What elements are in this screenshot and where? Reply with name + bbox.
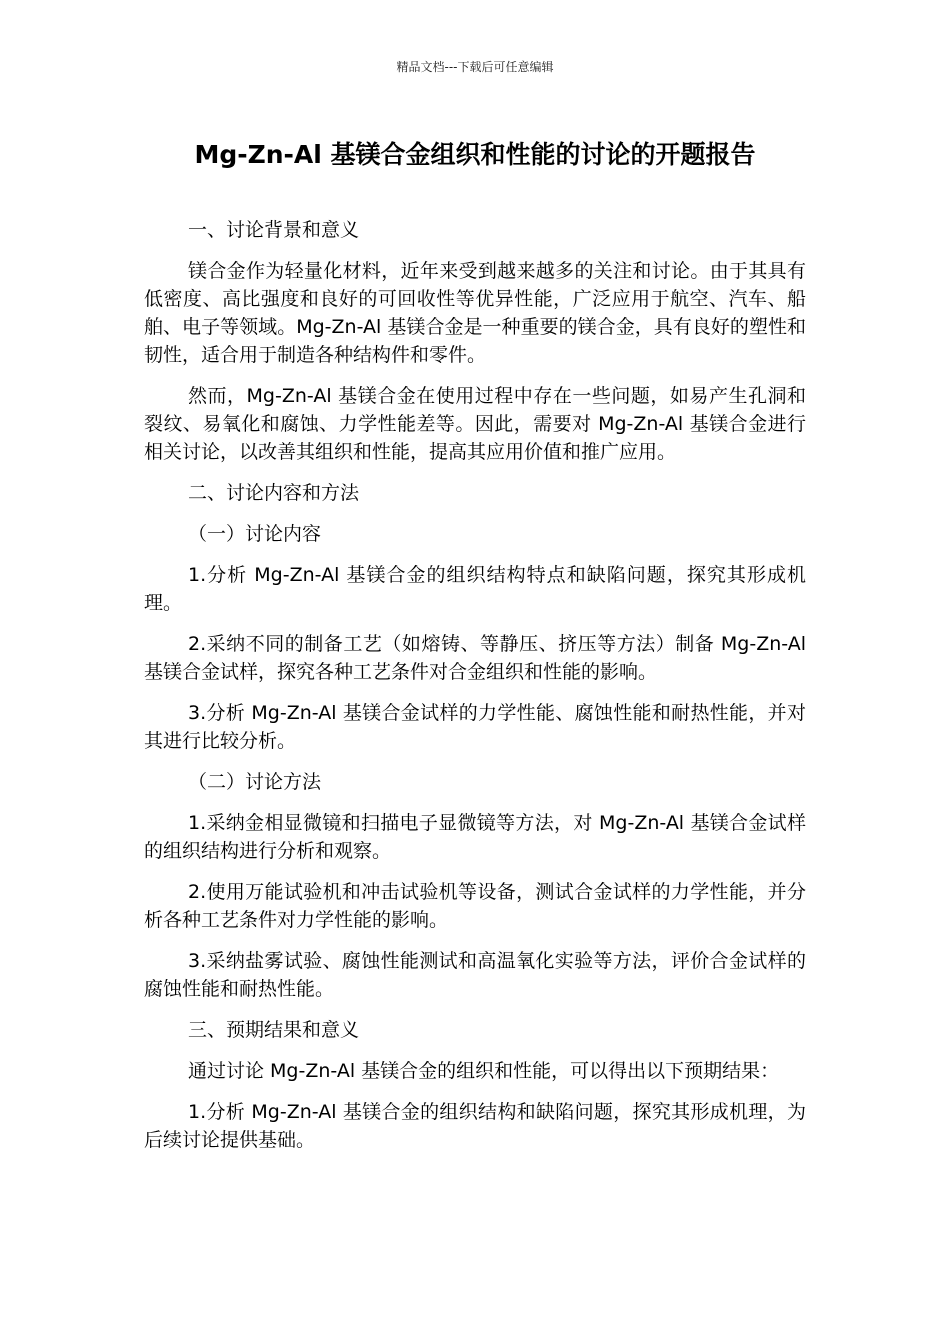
paragraph-background-1: 镁合金作为轻量化材料，近年来受到越来越多的关注和讨论。由于其具有低密度、高比强度和良好的可回收性等优异性能，广泛应用于航空、汽车、船舶、电子等领域。Mg-Zn-Al 基镁合金是一种重要的镁合金，具有良好的塑性和韧性，适合用于制造各种结构件和零件。: [144, 260, 806, 366]
document-title: Mg-Zn-Al 基镁合金组织和性能的讨论的开题报告: [194, 140, 756, 169]
subsection-heading-method: （二）讨论方法: [188, 771, 322, 793]
section-heading-background: 一、讨论背景和意义: [188, 219, 360, 241]
content-item-2: 2.采纳不同的制备工艺（如熔铸、等静压、挤压等方法）制备 Mg-Zn-Al 基镁合金试样，探究各种工艺条件对合金组织和性能的影响。: [144, 633, 806, 683]
section-heading-expected-results: 三、预期结果和意义: [188, 1019, 360, 1041]
document-body: [144, 216, 806, 1167]
paragraph-expected-intro: 通过讨论 Mg-Zn-Al 基镁合金的组织和性能，可以得出以下预期结果：: [188, 1060, 780, 1082]
expected-item-1: 1.分析 Mg-Zn-Al 基镁合金的组织结构和缺陷问题，探究其形成机理，为后续讨论提供基础。: [144, 1101, 806, 1151]
method-item-3: 3.采纳盐雾试验、腐蚀性能测试和高温氧化实验等方法，评价合金试样的腐蚀性能和耐热性能。: [144, 950, 806, 1000]
content-item-3: 3.分析 Mg-Zn-Al 基镁合金试样的力学性能、腐蚀性能和耐热性能，并对其进行比较分析。: [144, 702, 806, 752]
header-note: 精品文档---下载后可任意编辑: [396, 60, 554, 74]
section-heading-content-method: 二、讨论内容和方法: [188, 482, 360, 504]
content-item-1: 1.分析 Mg-Zn-Al 基镁合金的组织结构特点和缺陷问题，探究其形成机理。: [144, 564, 806, 614]
method-item-2: 2.使用万能试验机和冲击试验机等设备，测试合金试样的力学性能，并分析各种工艺条件对力学性能的影响。: [144, 881, 806, 931]
subsection-heading-content: （一）讨论内容: [188, 523, 322, 545]
method-item-1: 1.采纳金相显微镜和扫描电子显微镜等方法，对 Mg-Zn-Al 基镁合金试样的组织结构进行分析和观察。: [144, 812, 806, 862]
paragraph-background-2: 然而，Mg-Zn-Al 基镁合金在使用过程中存在一些问题，如易产生孔洞和裂纹、易氧化和腐蚀、力学性能差等。因此，需要对 Mg-Zn-Al 基镁合金进行相关讨论，以改善其组织和性能，提高其应用价值和推广应用。: [144, 385, 806, 463]
